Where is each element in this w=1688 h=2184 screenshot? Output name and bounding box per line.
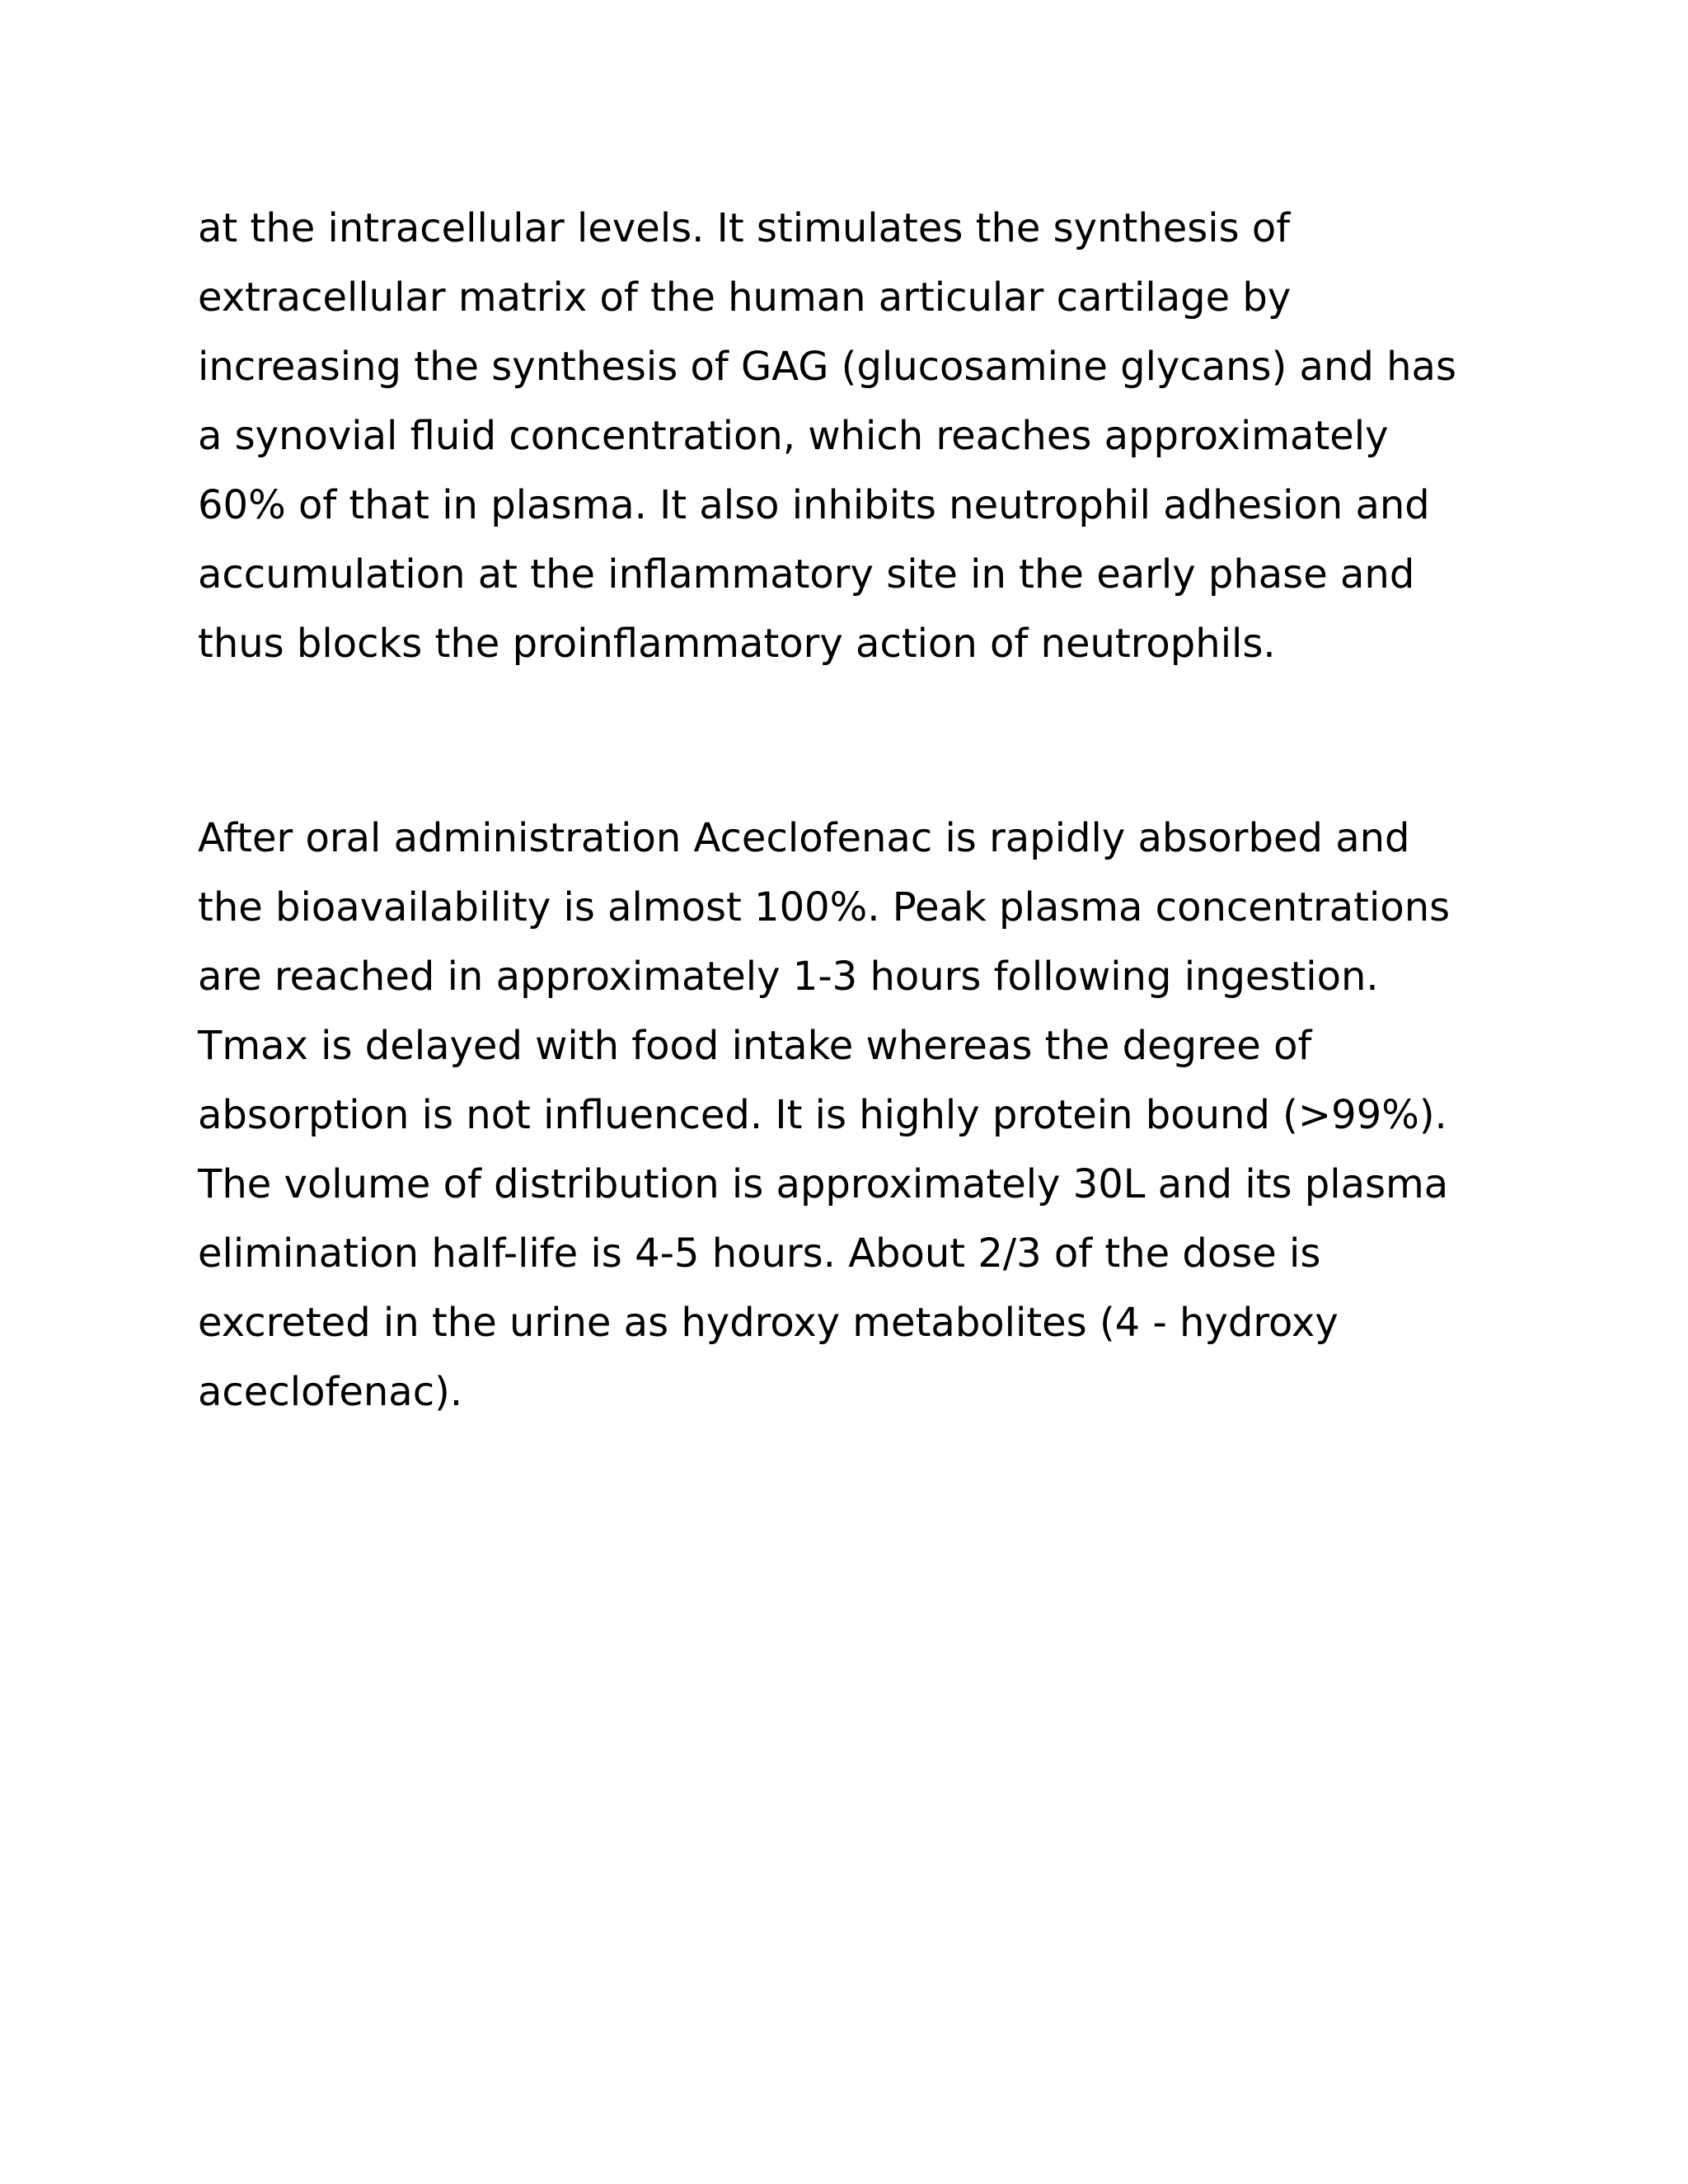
- text-line: thus blocks the proinflammatory action of neutrophils.: [198, 621, 1276, 667]
- text-line: accumulation at the inflammatory site in the early phase and: [198, 551, 1415, 598]
- paragraph-mechanism: [198, 194, 1599, 678]
- text-line: the bioavailability is almost 100%. Peak plasma concentrations: [198, 884, 1451, 930]
- text-line: Tmax is delayed with food intake whereas the degree of: [198, 1023, 1312, 1069]
- text-line: a synovial fluid concentration, which reaches approximately: [198, 413, 1389, 459]
- text-line: elimination half-life is 4-5 hours. About 2/3 of the dose is: [198, 1230, 1321, 1277]
- text-line: 60% of that in plasma. It also inhibits neutrophil adhesion and: [198, 482, 1430, 528]
- text-line: The volume of distribution is approximately 30L and its plasma: [198, 1161, 1449, 1207]
- paragraph-pharmacokinetics: [198, 804, 1599, 1427]
- text-line: excreted in the urine as hydroxy metabolites (4 - hydroxy: [198, 1300, 1339, 1346]
- text-line: absorption is not influenced. It is highly protein bound (>99%).: [198, 1092, 1447, 1138]
- text-line: After oral administration Aceclofenac is rapidly absorbed and: [198, 815, 1410, 861]
- text-line: at the intracellular levels. It stimulates the synthesis of: [198, 205, 1291, 251]
- text-line: aceclofenac).: [198, 1369, 463, 1415]
- text-line: are reached in approximately 1-3 hours following ingestion.: [198, 954, 1379, 1000]
- text-line: increasing the synthesis of GAG (glucosamine glycans) and has: [198, 344, 1456, 390]
- text-line: extracellular matrix of the human articular cartilage by: [198, 274, 1292, 321]
